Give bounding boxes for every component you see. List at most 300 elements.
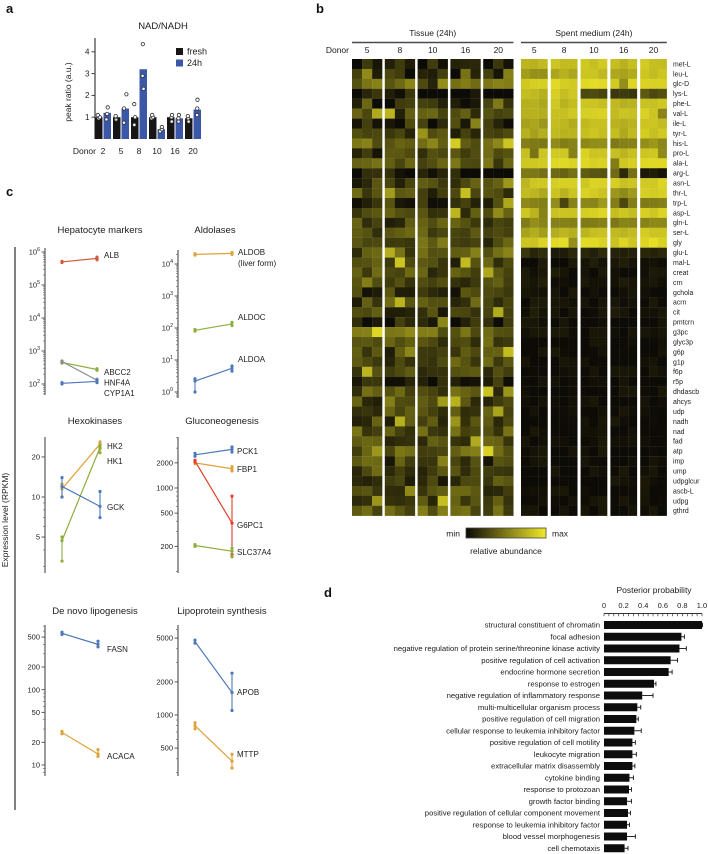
heatmap-row-label: phe-L (673, 101, 691, 109)
heatmap-cell (649, 99, 658, 109)
heatmap-row-label: udp (673, 408, 685, 416)
heatmap-cell (589, 258, 598, 268)
heatmap-cell (503, 327, 513, 337)
go-term-label: response to protozoan (523, 785, 600, 795)
heatmap-cell (418, 466, 428, 476)
heatmap-cell (521, 218, 530, 228)
heatmap-cell (598, 436, 607, 446)
heatmap-cell (438, 89, 448, 99)
heatmap-cell (438, 476, 448, 486)
heatmap-cell (581, 69, 590, 79)
heatmap-cell (428, 297, 438, 307)
heatmap-cell (589, 416, 598, 426)
heatmap-cell (460, 496, 470, 506)
heatmap-cell (352, 69, 362, 79)
heatmap-cell (362, 168, 372, 178)
heatmap-cell (619, 218, 628, 228)
heatmap-cell (598, 367, 607, 377)
heatmap-cell (640, 407, 649, 417)
heatmap-cell (649, 287, 658, 297)
heatmap-cell (560, 347, 569, 357)
heatmap-cell (450, 317, 460, 327)
scatter-point (177, 113, 180, 116)
heatmap-cell (581, 476, 590, 486)
heatmap-cell (619, 436, 628, 446)
heatmap-cell (619, 367, 628, 377)
heatmap-cell (581, 248, 590, 258)
heatmap-cell (521, 397, 530, 407)
heatmap-cell (503, 59, 513, 69)
heatmap-cell (640, 248, 649, 258)
heatmap-cell (560, 486, 569, 496)
heatmap-cell (640, 277, 649, 287)
heatmap-cell (658, 138, 667, 148)
heatmap-cell (640, 387, 649, 397)
donor-column-label: 8 (397, 45, 403, 55)
heatmap-cell (450, 168, 460, 178)
heatmap-cell (610, 99, 619, 109)
heatmap-cell (649, 407, 658, 417)
heatmap-cell (372, 168, 382, 178)
heatmap-cell (428, 238, 438, 248)
heatmap-cell (598, 109, 607, 119)
heatmap-cell (493, 367, 503, 377)
heatmap-row-label: ile-L (673, 120, 687, 128)
heatmap-cell (610, 337, 619, 347)
series-label: ABCC2 (104, 368, 131, 377)
heatmap-cell (610, 69, 619, 79)
heatmap-cell (483, 109, 493, 119)
heatmap-cell (372, 337, 382, 347)
heatmap-cell (372, 138, 382, 148)
heatmap-cell (530, 89, 539, 99)
heatmap-cell (628, 486, 637, 496)
heatmap-cell (471, 238, 481, 248)
heatmap-cell (560, 258, 569, 268)
heatmap-cell (640, 377, 649, 387)
heatmap-cell (362, 198, 372, 208)
heatmap-cell (539, 387, 548, 397)
heatmap-cell (658, 277, 667, 287)
heatmap-cell (521, 228, 530, 238)
go-bar (604, 750, 632, 758)
donor-column-label: 5 (531, 45, 537, 55)
heatmap-cell (569, 496, 578, 506)
heatmap-cell (450, 486, 460, 496)
heatmap-cell (395, 79, 405, 89)
heatmap-cell (483, 337, 493, 347)
heatmap-cell (405, 416, 415, 426)
heatmap-cell (551, 248, 560, 258)
series-line (62, 258, 97, 262)
heatmap-cell (610, 238, 619, 248)
heatmap-cell (460, 327, 470, 337)
data-point (60, 485, 63, 488)
heatmap-cell (598, 416, 607, 426)
chart-title: Posterior probability (616, 585, 692, 595)
heatmap-cell (460, 407, 470, 417)
heatmap-cell (521, 188, 530, 198)
scatter-point (177, 117, 180, 120)
heatmap-cell (649, 426, 658, 436)
heatmap-cell (619, 178, 628, 188)
heatmap-cell (385, 59, 395, 69)
heatmap-cell (521, 258, 530, 268)
heatmap-cell (521, 367, 530, 377)
heatmap-cell (471, 208, 481, 218)
heatmap-row-label: val-L (673, 111, 688, 119)
heatmap-cell (619, 277, 628, 287)
data-point (230, 465, 233, 468)
go-bar (604, 774, 629, 782)
heatmap-cell (471, 317, 481, 327)
heatmap-cell (610, 178, 619, 188)
heatmap-cell (405, 486, 415, 496)
colorbar-min-label: min (446, 528, 460, 539)
heatmap-cell (460, 486, 470, 496)
heatmap-cell (503, 258, 513, 268)
heatmap-cell (460, 377, 470, 387)
heatmap-cell (352, 496, 362, 506)
heatmap-cell (438, 307, 448, 317)
axis-tick-label: 10 (31, 760, 40, 770)
heatmap-cell (450, 496, 460, 506)
heatmap-cell (362, 188, 372, 198)
heatmap-cell (589, 456, 598, 466)
heatmap-cell (589, 387, 598, 397)
heatmap-cell (598, 228, 607, 238)
heatmap-cell (539, 89, 548, 99)
heatmap-cell (598, 287, 607, 297)
heatmap-cell (483, 69, 493, 79)
heatmap-cell (438, 456, 448, 466)
heatmap-cell (450, 198, 460, 208)
axis-tick-label: 2000 (156, 458, 173, 468)
series-label: SLC37A4 (237, 548, 272, 557)
heatmap-cell (405, 109, 415, 119)
series-line (62, 362, 97, 369)
heatmap-cell (428, 337, 438, 347)
heatmap-cell (428, 466, 438, 476)
heatmap-cell (503, 129, 513, 139)
heatmap-cell (503, 69, 513, 79)
heatmap-row-label: ala-L (673, 160, 689, 168)
heatmap-cell (551, 476, 560, 486)
heatmap-cell (560, 436, 569, 446)
chart-title: NAD/NADH (138, 21, 188, 32)
heatmap-cell (428, 268, 438, 278)
heatmap-cell (395, 397, 405, 407)
heatmap-cell (493, 496, 503, 506)
heatmap-cell (372, 486, 382, 496)
heatmap-cell (551, 387, 560, 397)
heatmap-cell (619, 109, 628, 119)
heatmap-cell (372, 188, 382, 198)
heatmap-cell (539, 277, 548, 287)
scatter-point (122, 121, 125, 124)
heatmap-cell (560, 367, 569, 377)
heatmap-cell (569, 407, 578, 417)
heatmap-cell (405, 99, 415, 109)
heatmap-cell (471, 377, 481, 387)
heatmap-cell (610, 486, 619, 496)
heatmap-cell (530, 436, 539, 446)
y-axis-tick-label: 4 (85, 47, 90, 57)
heatmap-cell (418, 377, 428, 387)
heatmap-cell (610, 387, 619, 397)
heatmap-cell (619, 198, 628, 208)
data-point (230, 521, 233, 524)
heatmap-cell (493, 377, 503, 387)
heatmap-cell (460, 109, 470, 119)
heatmap-row-label: met-L (673, 61, 691, 69)
heatmap-cell (628, 327, 637, 337)
heatmap-cell (619, 456, 628, 466)
heatmap-cell (483, 307, 493, 317)
go-term-label: response to leukemia inhibitory factor (472, 820, 600, 830)
heatmap-cell (658, 436, 667, 446)
heatmap-cell (530, 138, 539, 148)
heatmap-cell (483, 129, 493, 139)
heatmap-cell (619, 69, 628, 79)
heatmap-cell (372, 158, 382, 168)
heatmap-cell (395, 357, 405, 367)
heatmap-cell (640, 228, 649, 238)
heatmap-cell (521, 337, 530, 347)
heatmap-cell (471, 268, 481, 278)
heatmap-cell (418, 347, 428, 357)
data-point (193, 543, 196, 546)
heatmap-cell (569, 297, 578, 307)
heatmap-cell (619, 387, 628, 397)
heatmap-cell (385, 347, 395, 357)
heatmap-cell (372, 357, 382, 367)
heatmap-cell (418, 387, 428, 397)
heatmap-cell (438, 198, 448, 208)
heatmap-cell (581, 287, 590, 297)
heatmap-cell (460, 79, 470, 89)
heatmap-cell (460, 218, 470, 228)
heatmap-cell (551, 218, 560, 228)
heatmap-cell (471, 397, 481, 407)
heatmap-cell (589, 486, 598, 496)
heatmap-cell (530, 79, 539, 89)
go-term-label: cytokine binding (544, 773, 600, 783)
heatmap-cell (450, 297, 460, 307)
heatmap-cell (560, 377, 569, 387)
heatmap-cell (395, 496, 405, 506)
heatmap-cell (581, 506, 590, 516)
heatmap-cell (598, 208, 607, 218)
heatmap-cell (589, 89, 598, 99)
x-axis-tick-label: 0.8 (677, 601, 688, 610)
heatmap-cell (589, 347, 598, 357)
heatmap-cell (619, 347, 628, 357)
heatmap-cell (471, 148, 481, 158)
x-axis-tick-label: 0.2 (618, 601, 629, 610)
heatmap-cell (503, 466, 513, 476)
heatmap-cell (385, 466, 395, 476)
heatmap-cell (581, 466, 590, 476)
heatmap-cell (385, 208, 395, 218)
heatmap-cell (530, 367, 539, 377)
heatmap-cell (428, 69, 438, 79)
heatmap-cell (539, 327, 548, 337)
heatmap-row-label: nad (673, 428, 685, 436)
heatmap-cell (628, 69, 637, 79)
heatmap-cell (539, 248, 548, 258)
heatmap-cell (418, 69, 428, 79)
heatmap-cell (395, 109, 405, 119)
series-label: FBP1 (237, 465, 258, 474)
heatmap-cell (460, 208, 470, 218)
go-term-label: cell chemotaxis (547, 843, 600, 853)
heatmap-cell (619, 228, 628, 238)
heatmap-cell (581, 486, 590, 496)
heatmap-cell (610, 446, 619, 456)
heatmap-cell (598, 307, 607, 317)
heatmap-cell (405, 337, 415, 347)
heatmap-cell (372, 416, 382, 426)
heatmap-cell (610, 268, 619, 278)
heatmap-cell (385, 446, 395, 456)
heatmap-cell (503, 317, 513, 327)
heatmap-cell (539, 158, 548, 168)
heatmap-cell (395, 377, 405, 387)
heatmap-cell (581, 148, 590, 158)
heatmap-cell (418, 357, 428, 367)
heatmap-cell (428, 367, 438, 377)
heatmap-cell (385, 367, 395, 377)
heatmap-cell (460, 198, 470, 208)
heatmap-cell (450, 228, 460, 238)
heatmap-cell (569, 377, 578, 387)
heatmap-cell (503, 158, 513, 168)
heatmap-cell (460, 99, 470, 109)
heatmap-cell (551, 347, 560, 357)
heatmap-cell (450, 268, 460, 278)
heatmap-group-title: Tissue (24h) (409, 28, 457, 38)
heatmap-cell (619, 148, 628, 158)
heatmap-cell (569, 347, 578, 357)
heatmap-cell (395, 69, 405, 79)
heatmap-cell (503, 397, 513, 407)
heatmap-cell (418, 397, 428, 407)
heatmap-row-label: asn-L (673, 180, 691, 188)
heatmap-cell (395, 198, 405, 208)
heatmap-cell (450, 158, 460, 168)
heatmap-cell (628, 218, 637, 228)
heatmap-cell (471, 387, 481, 397)
heatmap-cell (598, 476, 607, 486)
heatmap-cell (640, 496, 649, 506)
heatmap-cell (460, 188, 470, 198)
heatmap-cell (658, 129, 667, 139)
heatmap-cell (610, 436, 619, 446)
heatmap-cell (598, 268, 607, 278)
heatmap-cell (581, 79, 590, 89)
heatmap-cell (569, 416, 578, 426)
heatmap-cell (649, 248, 658, 258)
heatmap-cell (628, 119, 637, 129)
heatmap-cell (649, 138, 658, 148)
heatmap-cell (560, 198, 569, 208)
heatmap-cell (483, 387, 493, 397)
heatmap-cell (471, 486, 481, 496)
heatmap-cell (471, 407, 481, 417)
heatmap-cell (503, 168, 513, 178)
heatmap-cell (418, 317, 428, 327)
heatmap-cell (619, 168, 628, 178)
heatmap-cell (640, 238, 649, 248)
heatmap-cell (483, 79, 493, 89)
heatmap-cell (610, 208, 619, 218)
heatmap-cell (428, 178, 438, 188)
axis-tick-label: 200 (160, 541, 173, 551)
heatmap-cell (428, 416, 438, 426)
heatmap-cell (483, 287, 493, 297)
heatmap-cell (598, 496, 607, 506)
data-point (230, 547, 233, 550)
heatmap-cell (610, 258, 619, 268)
heatmap-cell (610, 119, 619, 129)
heatmap-cell (551, 178, 560, 188)
heatmap-cell (589, 188, 598, 198)
heatmap-cell (551, 307, 560, 317)
heatmap-cell (581, 208, 590, 218)
heatmap-cell (471, 158, 481, 168)
go-bar (604, 703, 637, 711)
heatmap-cell (619, 317, 628, 327)
heatmap-cell (560, 297, 569, 307)
heatmap-cell (395, 178, 405, 188)
heatmap-cell (569, 59, 578, 69)
heatmap-cell (610, 377, 619, 387)
series-label: MTTP (237, 750, 259, 759)
heatmap-cell (610, 218, 619, 228)
heatmap-cell (610, 89, 619, 99)
heatmap-cell (372, 476, 382, 486)
heatmap-cell (560, 407, 569, 417)
heatmap-cell (610, 248, 619, 258)
heatmap-cell (610, 277, 619, 287)
heatmap-cell (483, 89, 493, 99)
heatmap-cell (503, 357, 513, 367)
heatmap-cell (569, 129, 578, 139)
heatmap-cell (471, 228, 481, 238)
heatmap-cell (385, 436, 395, 446)
heatmap-cell (619, 357, 628, 367)
heatmap-cell (551, 148, 560, 158)
heatmap-cell (628, 148, 637, 158)
heatmap-cell (610, 109, 619, 119)
heatmap-cell (589, 337, 598, 347)
heatmap-cell (530, 198, 539, 208)
heatmap-cell (428, 436, 438, 446)
heatmap-cell (428, 89, 438, 99)
heatmap-cell (438, 218, 448, 228)
heatmap-cell (560, 416, 569, 426)
heatmap-cell (372, 218, 382, 228)
heatmap-cell (530, 119, 539, 129)
heatmap-cell (569, 188, 578, 198)
heatmap-cell (450, 327, 460, 337)
panel-d-posterior-bars (320, 580, 708, 854)
heatmap-cell (385, 327, 395, 337)
heatmap-cell (428, 99, 438, 109)
series-line (62, 381, 97, 383)
heatmap-row-label: acrn (673, 299, 687, 307)
